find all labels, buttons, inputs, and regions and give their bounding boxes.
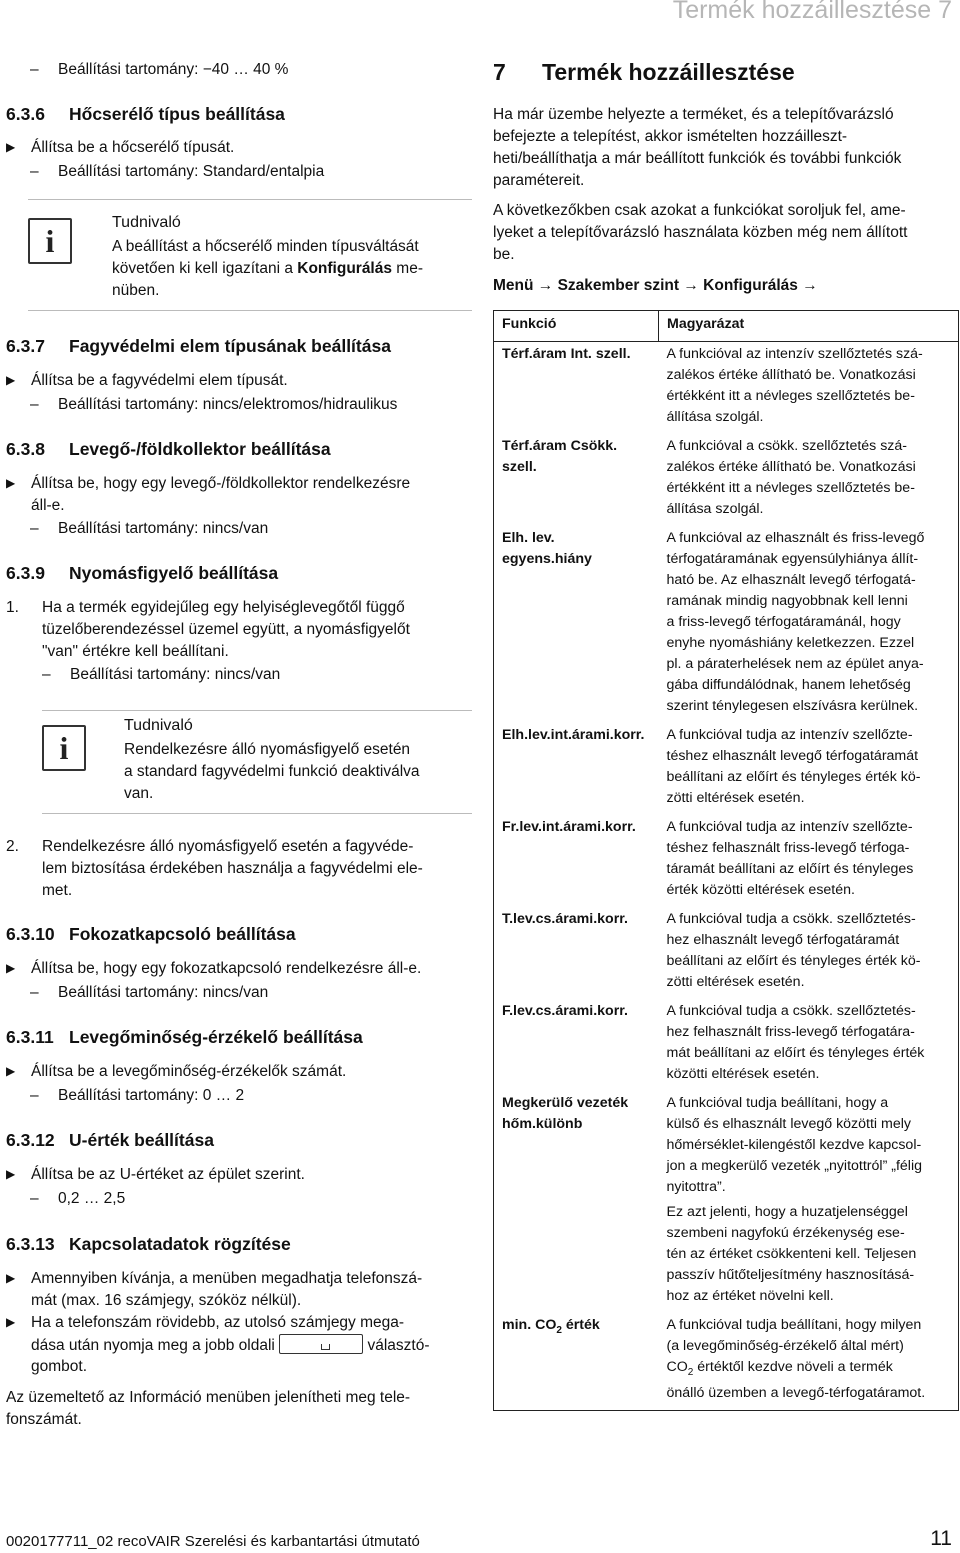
paragraph-line: paramétereit.	[493, 172, 585, 189]
info-icon: i	[28, 218, 72, 264]
notice-text: a standard fagyvédelmi funkció deaktiválva	[124, 763, 420, 780]
section-heading-6-3-8: 6.3.8 Levegő-/földkollektor beállítása	[6, 439, 331, 459]
table-row	[494, 815, 959, 907]
step: ▶ Amennyiben kívánja, a menüben megadhatja telefonszá-	[6, 1270, 423, 1287]
range-line: – 0,2 … 2,5	[30, 1190, 126, 1207]
step-continuation: áll-e.	[31, 497, 65, 514]
table-cell-function: min. $CO_2$ érték	[494, 1313, 659, 1410]
numbered-item: 1. Ha a termék egyidejűleg egy helyiséglevegőtől függő	[6, 599, 405, 616]
table-header-function: Funkció	[494, 311, 659, 342]
notice-text: van.	[124, 785, 154, 802]
menu-path: Menü → Szakember szint → Konfigurálás →	[493, 277, 818, 294]
table-row	[494, 1091, 959, 1313]
paragraph-line: fonszámát.	[6, 1411, 82, 1428]
notice-text: Rendelkezésre álló nyomásfigyelő esetén	[124, 741, 411, 758]
paragraph-line: be.	[493, 246, 515, 263]
table-cell-function: F.lev.cs.árami.korr.	[494, 999, 659, 1091]
table-cell-explanation: A funkcióval tudja beállítani, hogy a külső és elhasznált levegő közötti mely hőmérséklet-kilengéstől kezdve kapcsol- jon a megkerülő vezeték „nyitottról” „félig nyitottra”. Ez azt jelenti, hogy a huzatjelenséggel szembeni nagyfokú érzékenység ese- tén az értéket csökkenteni kell. Teljesen passzív hűtőteljesítmény hasznosításá- hoz az értéket növelni kell.	[659, 1091, 959, 1313]
notice-title: Tudnivaló	[112, 214, 181, 231]
table-cell-explanation: A funkcióval az elhasznált és friss-levegő térfogatáramának egyensúlyhiánya állít- ható be. Az elhasznált levegő térfogatá- ramának mindig nagyobbnak kell lenni a friss-levegő térfogatáramánál, hogy enyhe nyomáshiány keletkezzen. Ezzel pl. a páraterhelések nem az épület anya- gába diffundálódnak, hanem lehetőség szerint ténylegesen elszívásra kerülnek.	[659, 526, 959, 723]
numbered-item-continuation: met.	[42, 882, 73, 899]
step: ▶ Ha a telefonszám rövidebb, az utolsó számjegy mega-	[6, 1314, 405, 1331]
step: ▶ Állítsa be, hogy egy levegő-/földkollektor rendelkezésre	[6, 475, 411, 492]
table-cell-explanation: A funkcióval az intenzív szellőztetés szá- zalékos értéke állítható be. Vonatkozási értékként itt a névleges szellőztetés be- állítása szolgál.	[659, 342, 959, 435]
paragraph-line: befejezte a telepítést, akkor ismételten hozzáilleszt-	[493, 128, 848, 145]
table-cell-function: Fr.lev.int.árami.korr.	[494, 815, 659, 907]
page-number: 11	[930, 1527, 952, 1550]
table-cell-function: Megkerülő vezeték hőm.különb	[494, 1091, 659, 1313]
range-line: – Beállítási tartomány: nincs/van	[42, 666, 281, 683]
notice-text: A beállítást a hőcserélő minden típusváltását	[112, 238, 419, 255]
notice-text: követően ki kell igazítani a Konfigurálás me-	[112, 260, 423, 277]
section-heading-6-3-10: 6.3.10 Fokozatkapcsoló beállítása	[6, 924, 296, 944]
footer-document-id: 0020177711_02 recoVAIR Szerelési és karbantartási útmutató	[6, 1533, 420, 1550]
table-cell-function: T.lev.cs.árami.korr.	[494, 907, 659, 999]
step: ▶ Állítsa be a fagyvédelmi elem típusát.	[6, 372, 288, 389]
paragraph-line: heti/beállíthatja a már beállított funkciók és további funkciók	[493, 150, 902, 167]
table-cell-function: Térf.áram Csökk. szell.	[494, 434, 659, 526]
section-heading-6-3-12: 6.3.12 U-érték beállítása	[6, 1130, 214, 1150]
paragraph-line: lyeket a telepítővarázsló használata közben még nem állított	[493, 224, 908, 241]
range-line: – Beállítási tartomány: nincs/van	[30, 520, 269, 537]
table-header-row	[494, 311, 959, 342]
step-continuation: dása után nyomja meg a jobb oldali választó-	[6, 1334, 472, 1356]
range-line: – Beállítási tartomány: nincs/van	[30, 984, 269, 1001]
right-selection-button-icon	[279, 1334, 363, 1354]
notice-box	[42, 710, 472, 814]
table-row	[494, 999, 959, 1091]
numbered-item-continuation: tüzelőberendezéssel üzemel együtt, a nyomásfigyelőt	[42, 621, 410, 638]
table-cell-function: Elh. lev. egyens.hiány	[494, 526, 659, 723]
section-heading-6-3-11: 6.3.11 Levegőminőség-érzékelő beállítása	[6, 1027, 363, 1047]
table-row	[494, 907, 959, 999]
range-line: – Beállítási tartomány: Standard/entalpia	[30, 163, 325, 180]
notice-text: nüben.	[112, 282, 160, 299]
notice-title: Tudnivaló	[124, 717, 193, 734]
notice-box	[28, 199, 472, 311]
numbered-item-continuation: lem biztosítása érdekében használja a fagyvédelmi ele-	[42, 860, 423, 877]
range-line: – Beállítási tartomány: nincs/elektromos/hidraulikus	[30, 396, 398, 413]
paragraph-line: Az üzemeltető az Információ menüben jelenítheti meg tele-	[6, 1389, 411, 1406]
table-cell-explanation: A funkcióval tudja az intenzív szellőzte- téshez elhasznált levegő térfogatáramát beállítani az előírt és tényleges érték kö- zötti eltérések esetén.	[659, 723, 959, 815]
chapter-heading: 7 Termék hozzáillesztése	[493, 59, 795, 85]
paragraph-line: Ha már üzembe helyezte a terméket, és a telepítővarázsló	[493, 106, 894, 123]
step: ▶ Állítsa be az U-értéket az épület szerint.	[6, 1166, 305, 1183]
step-continuation: gombot.	[31, 1358, 88, 1375]
section-heading-6-3-9: 6.3.9 Nyomásfigyelő beállítása	[6, 563, 279, 583]
table-cell-explanation: A funkcióval tudja az intenzív szellőzte- téshez felhasznált friss-levegő térfoga- táramát beállítani az előírt és tényleges érték közötti eltérések esetén.	[659, 815, 959, 907]
section-heading-6-3-7: 6.3.7 Fagyvédelmi elem típusának beállítása	[6, 336, 391, 356]
info-icon: i	[42, 725, 86, 771]
step: ▶ Állítsa be, hogy egy fokozatkapcsoló rendelkezésre áll-e.	[6, 960, 422, 977]
numbered-item: 2. Rendelkezésre álló nyomásfigyelő esetén a fagyvéde-	[6, 838, 414, 855]
table-cell-explanation: A funkcióval a csökk. szellőztetés szá- zalékos értéke állítható be. Vonatkozási értékként itt a névleges szellőztetés be- állítása szolgál.	[659, 434, 959, 526]
section-heading-6-3-13: 6.3.13 Kapcsolatadatok rögzítése	[6, 1234, 291, 1254]
range-line: – Beállítási tartomány: 0 … 2	[30, 1087, 245, 1104]
step-continuation: mát (max. 16 számjegy, szóköz nélkül).	[31, 1292, 302, 1309]
table-cell-explanation: A funkcióval tudja a csökk. szellőztetés- hez elhasznált levegő térfogatáramát beállítani az előírt és tényleges érték kö- zötti eltérések esetén.	[659, 907, 959, 999]
table-cell-explanation: A funkcióval tudja beállítani, hogy milyen (a levegőminőség-érzékelő által mért) $CO_2$ értéktől kezdve növeli a termék önálló üzemben a levegő-térfogatáramot.	[659, 1313, 959, 1410]
table-row	[494, 526, 959, 723]
table-cell-explanation: A funkcióval tudja a csökk. szellőztetés- hez felhasznált friss-levegő térfogatára- mát beállítani az előírt és tényleges érték közötti eltérések esetén.	[659, 999, 959, 1091]
running-header-title: Termék hozzáillesztése 7	[672, 0, 952, 24]
numbered-item-continuation: "van" értékre kell beállítani.	[42, 643, 229, 660]
table-cell-function: Elh.lev.int.árami.korr.	[494, 723, 659, 815]
function-table-wrapper	[493, 310, 959, 1411]
function-table	[493, 310, 959, 1411]
step: ▶ Állítsa be a hőcserélő típusát.	[6, 139, 235, 156]
table-row	[494, 434, 959, 526]
table-cell-function: Térf.áram Int. szell.	[494, 342, 659, 435]
table-row	[494, 723, 959, 815]
section-heading-6-3-6: 6.3.6 Hőcserélő típus beállítása	[6, 104, 285, 124]
step: ▶ Állítsa be a levegőminőség-érzékelők számát.	[6, 1063, 347, 1080]
table-row	[494, 342, 959, 435]
table-row	[494, 1313, 959, 1410]
paragraph-line: A következőkben csak azokat a funkciókat soroljuk fel, ame-	[493, 202, 906, 219]
range-line: – Beállítási tartomány: −40 … 40 %	[30, 61, 289, 78]
table-header-explanation: Magyarázat	[659, 311, 959, 342]
